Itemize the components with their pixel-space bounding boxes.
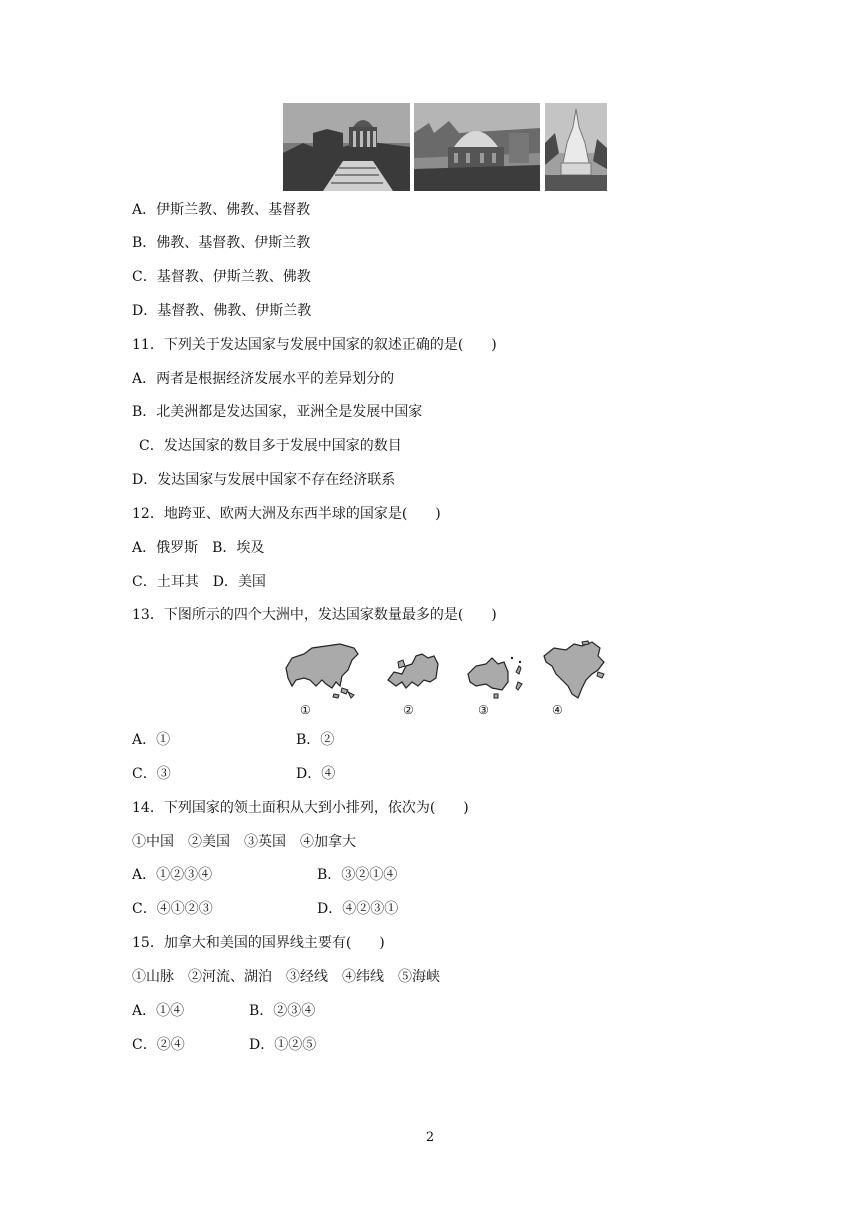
north-america-map xyxy=(542,640,608,702)
continent-label-3: ③ xyxy=(478,703,489,717)
q15-option-a: A．①④ xyxy=(132,1003,185,1019)
asia-map xyxy=(282,640,362,702)
religious-buildings-photos xyxy=(283,103,607,191)
continent-maps xyxy=(282,640,608,720)
q12-stem: 12．地跨亚、欧两大洲及东西半球的国家是( ) xyxy=(132,506,441,522)
q15-option-b: B．②③④ xyxy=(249,1003,316,1019)
q13-option-b: B．② xyxy=(296,732,335,748)
q12-options-ab: A．俄罗斯 B．埃及 xyxy=(132,540,265,556)
q14-stem: 14．下列国家的领土面积从大到小排列，依次为( ) xyxy=(132,800,469,816)
q15-option-d: D．①②⑤ xyxy=(249,1037,317,1053)
q11-stem: 11．下列关于发达国家与发展中国家的叙述正确的是( ) xyxy=(132,337,497,353)
q11-option-d: D．发达国家与发展中国家不存在经济联系 xyxy=(132,472,396,488)
q14-option-d: D．④②③① xyxy=(317,901,399,917)
europe-map xyxy=(384,650,440,694)
q13-option-c: C．③ xyxy=(132,766,171,782)
oceania-map xyxy=(464,652,528,702)
q14-option-b: B．③②①④ xyxy=(317,867,398,883)
q15-stem: 15．加拿大和美国的国界线主要有( ) xyxy=(132,935,385,951)
continent-label-4: ④ xyxy=(552,703,563,717)
q10-option-b: B．佛教、基督教、伊斯兰教 xyxy=(132,235,311,251)
q13-stem: 13．下图所示的四个大洲中，发达国家数量最多的是( ) xyxy=(132,607,497,623)
q13-option-a: A．① xyxy=(132,732,171,748)
q10-option-d: D．基督教、佛教、伊斯兰教 xyxy=(132,303,312,319)
page-number: 2 xyxy=(425,1130,435,1145)
q14-option-a: A．①②③④ xyxy=(132,867,213,883)
continent-label-1: ① xyxy=(300,703,311,717)
q10-option-a: A．伊斯兰教、佛教、基督教 xyxy=(132,202,311,218)
st-peters-basilica-photo xyxy=(283,103,410,191)
q14-option-c: C．④①②③ xyxy=(132,901,213,917)
q11-option-c: C．发达国家的数目多于发展中国家的数目 xyxy=(139,438,402,454)
q12-options-cd: C．土耳其 D．美国 xyxy=(132,574,266,590)
q13-option-d: D．④ xyxy=(296,766,336,782)
q15-items: ①山脉 ②河流、湖泊 ③经线 ④纬线 ⑤海峡 xyxy=(132,969,440,985)
q11-option-b: B．北美洲都是发达国家，亚洲全是发展中国家 xyxy=(132,404,423,420)
buddhist-pagoda-photo xyxy=(545,103,607,191)
q14-items: ①中国 ②美国 ③英国 ④加拿大 xyxy=(132,834,356,850)
dome-of-the-rock-photo xyxy=(414,103,540,191)
q10-option-c: C．基督教、伊斯兰教、佛教 xyxy=(132,269,311,285)
q15-option-c: C．②④ xyxy=(132,1037,185,1053)
q11-option-a: A．两者是根据经济发展水平的差异划分的 xyxy=(132,371,395,387)
continent-label-2: ② xyxy=(403,703,414,717)
